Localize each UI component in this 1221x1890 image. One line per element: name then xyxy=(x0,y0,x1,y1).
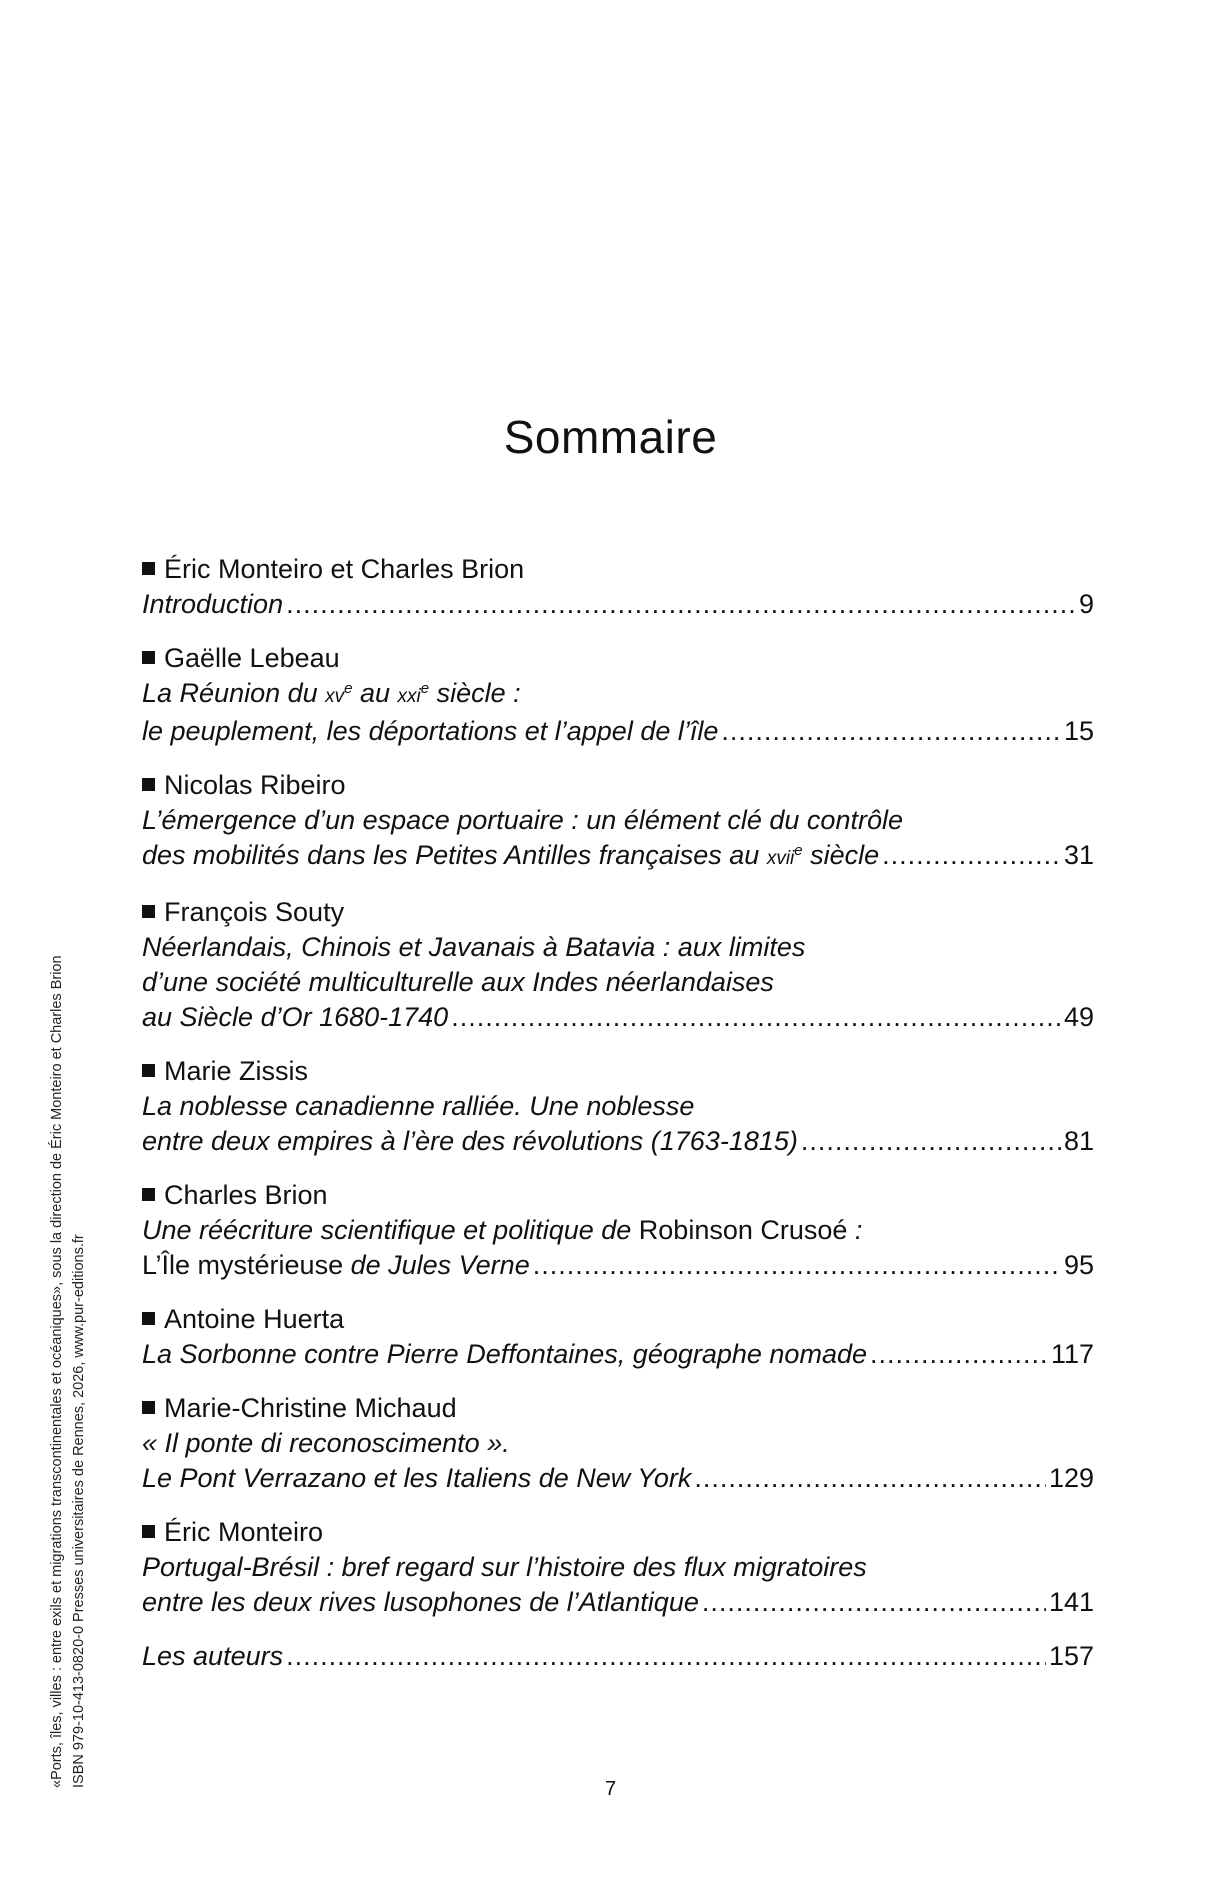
entry-author: Nicolas Ribeiro xyxy=(142,768,1094,803)
dot-leader xyxy=(694,1461,1046,1496)
entry-title: Portugal-Brésil : bref regard sur l’histoire des flux migratoires xyxy=(142,1552,867,1582)
entry-title: La noblesse canadienne ralliée. Une noblesse xyxy=(142,1091,695,1121)
toc-entry[interactable] xyxy=(142,1054,1094,1159)
entry-author: Gaëlle Lebeau xyxy=(142,641,1094,676)
entry-title: Néerlandais, Chinois et Javanais à Batavia : aux limites xyxy=(142,932,806,962)
page-ref: 81 xyxy=(1063,1126,1094,1156)
dot-leader xyxy=(721,714,1061,749)
toc-entry[interactable] xyxy=(142,641,1094,749)
bullet-icon xyxy=(142,905,155,918)
page-number: 7 xyxy=(604,1778,617,1800)
entry-title: des mobilités dans les Petites Antilles françaises au xvii$^e$ siècle xyxy=(142,840,880,870)
entry-author: Antoine Huerta xyxy=(142,1302,1094,1337)
page-ref: 117 xyxy=(1050,1339,1094,1369)
page-ref: 15 xyxy=(1063,716,1094,746)
toc-entry[interactable] xyxy=(142,1178,1094,1283)
entry-title: entre les deux rives lusophones de l’Atlantique xyxy=(142,1587,699,1617)
page-ref: 95 xyxy=(1063,1250,1094,1280)
dot-leader xyxy=(702,1585,1046,1620)
entry-title: L’Île mystérieuse de Jules Verne xyxy=(142,1250,530,1280)
page-title: Sommaire xyxy=(503,411,718,463)
entry-author: Éric Monteiro et Charles Brion xyxy=(142,552,1094,587)
dot-leader xyxy=(801,1124,1061,1159)
page-ref: 9 xyxy=(1078,589,1094,619)
entry-author: Éric Monteiro xyxy=(142,1515,1094,1550)
page-ref: 129 xyxy=(1048,1463,1094,1493)
toc-entry[interactable] xyxy=(142,768,1094,876)
side-copyright-text: «Ports, îles, villes : entre exils et migrations transcontinentales et océaniques», sous la direction de Éric Monteiro et Charles Brion ISBN 979-10-413-0820-0 Presses universitaires de Rennes, 2026, www.pur-editions.fr xyxy=(49,955,87,1788)
bullet-icon xyxy=(142,1188,155,1201)
entry-title: Introduction xyxy=(142,589,284,619)
page-ref: 31 xyxy=(1063,840,1094,870)
page-ref: 49 xyxy=(1063,1002,1094,1032)
bullet-icon xyxy=(142,778,155,791)
bullet-icon xyxy=(142,1525,155,1538)
bullet-icon xyxy=(142,1064,155,1077)
entry-author: Marie Zissis xyxy=(142,1054,1094,1089)
toc-entry[interactable] xyxy=(142,895,1094,1035)
entry-author: François Souty xyxy=(142,895,1094,930)
entry-title: entre deux empires à l’ère des révolutions (1763-1815) xyxy=(142,1126,798,1156)
page-ref: 157 xyxy=(1048,1641,1094,1671)
toc-entry[interactable] xyxy=(142,1391,1094,1496)
entry-author: Charles Brion xyxy=(142,1178,1094,1213)
entry-title: Les auteurs xyxy=(142,1641,284,1671)
bullet-icon xyxy=(142,1401,155,1414)
entry-title: au Siècle d’Or 1680-1740 xyxy=(142,1002,449,1032)
dot-leader xyxy=(870,1337,1048,1372)
bullet-icon xyxy=(142,562,155,575)
entry-title: « Il ponte di reconoscimento ». xyxy=(142,1428,510,1458)
toc-entry[interactable] xyxy=(142,552,1094,622)
entry-title: L’émergence d’un espace portuaire : un élément clé du contrôle xyxy=(142,805,903,835)
toc-entry[interactable] xyxy=(142,1515,1094,1620)
dot-leader xyxy=(286,587,1076,622)
page-ref: 141 xyxy=(1048,1587,1094,1617)
entry-author: Marie-Christine Michaud xyxy=(142,1391,1094,1426)
dot-leader xyxy=(286,1639,1046,1674)
dot-leader xyxy=(451,1000,1061,1035)
bullet-icon xyxy=(142,1312,155,1325)
entry-title: La Sorbonne contre Pierre Deffontaines, géographe nomade xyxy=(142,1339,867,1369)
entry-title: Une réécriture scientifique et politique de Robinson Crusoé : xyxy=(142,1215,863,1245)
toc-entry-authors[interactable] xyxy=(142,1639,1094,1674)
entry-title: La Réunion du $xv^e$ au xxi$^e$ siècle : xyxy=(142,678,521,708)
toc-entry[interactable] xyxy=(142,1302,1094,1372)
bullet-icon xyxy=(142,651,155,664)
table-of-contents xyxy=(142,552,1094,1693)
dot-leader xyxy=(882,838,1061,873)
entry-title: Le Pont Verrazano et les Italiens de New York xyxy=(142,1463,692,1493)
entry-title: d’une société multiculturelle aux Indes néerlandaises xyxy=(142,967,774,997)
dot-leader xyxy=(533,1248,1061,1283)
entry-title: le peuplement, les déportations et l’appel de l’île xyxy=(142,716,719,746)
